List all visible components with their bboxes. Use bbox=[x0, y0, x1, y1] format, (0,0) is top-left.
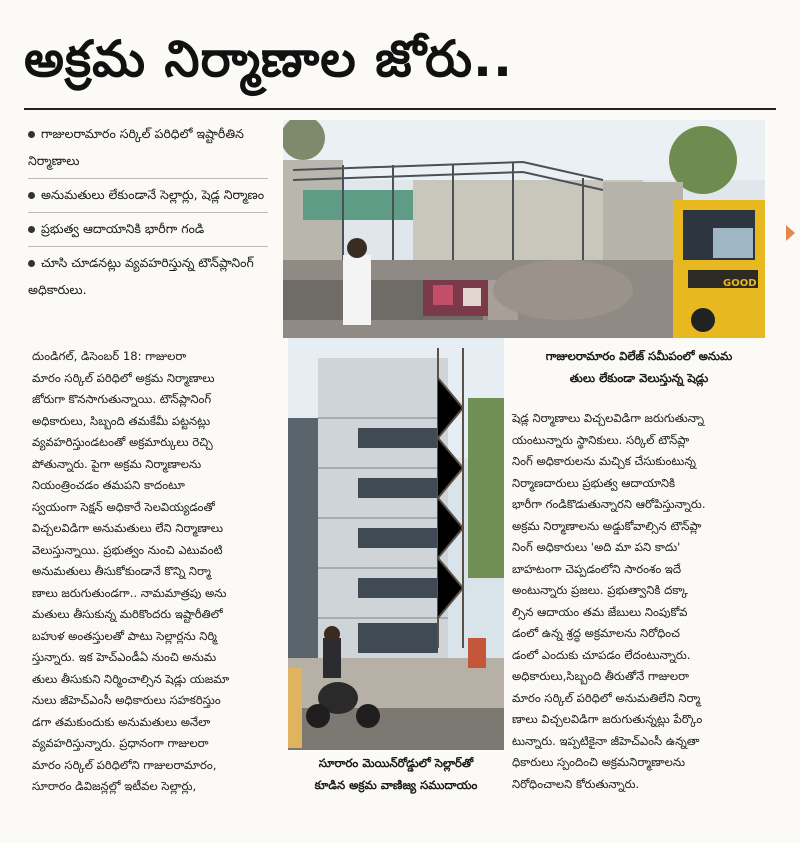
bullet-text: చూసి చూడనట్లు వ్యవహరిస్తున్న టౌన్‌ప్లానింగ్ అధికారులు. bbox=[28, 255, 254, 297]
headline: అక్రమ నిర్మాణాల జోరు.. bbox=[24, 30, 514, 88]
auto-plate-text: GOOD bbox=[723, 278, 757, 289]
article-left-column bbox=[32, 346, 272, 798]
bullet-dot-icon bbox=[28, 131, 35, 138]
bullet-text: గాజులరామారం సర్కిల్ పరిధిలో ఇష్టారీతిన నిర్మాణాలు bbox=[28, 126, 244, 168]
bullet-dot-icon bbox=[28, 192, 35, 199]
headline-rule bbox=[24, 108, 776, 110]
article-left-text: దుండిగల్, డిసెంబర్ 18: గాజులరా మారం సర్కిల్ పరిధిలో అక్రమ నిర్మాణాలు జోరుగా కొనసాగుతున్నాయి. టౌన్‌ప్లానింగ్ అధికారులు, సిబ్బంది తమకేమీ పట్టనట్లు వ్యవహరిస్తుండటంతో అక్రమార్కులు రెచ్చి పోతున్నారు. పైగా అక్రమ నిర్మాణాలను నియంత్రించడం తమపని కాదంటూ స్వయంగా సెక్షన్ అధికారే సెలవియ్యడంతో విచ్చలవిడిగా అనుమతులు లేని నిర్మాణాలు వెలుస్తున్నాయి. ప్రభుత్వం నుంచి ఎటువంటి అనుమతులు తీసుకోకుండానే కొన్ని నిర్మా ణాలు జరుగుతుండగా.. నామమాత్రపు అను మతులు తీసుకున్న మరికొందరు ఇష్టారీతిలో బహుళ అంతస్తులతో పాటు సెల్లార్లను నిర్మి స్తున్నారు. ఇక హెచ్ఎండీఏ నుంచి అనుమ తులు తీసుకుని నిర్మించాల్సిన షెడ్లు యజమా నులు జీహెచ్ఎంసీ అధికారులు సహకరిస్తుం డగా తమకుందుకు అనుమతులు అనేలా వ్యవహరిస్తున్నారు. ప్రధానంగా గాజులరా మారం సర్కిల్ పరిధిలోని గాజులరామారం, సూరారం డివిజన్లల్లో ఇటీవల సెల్లార్లు, bbox=[32, 349, 230, 793]
bullet-item bbox=[28, 118, 268, 179]
article-right-column bbox=[512, 408, 768, 795]
page-edge-arrow-icon bbox=[786, 225, 795, 241]
bullet-dot-icon bbox=[28, 260, 35, 267]
bullet-text: ప్రభుత్వ ఆదాయానికి భారీగా గండి bbox=[41, 221, 205, 236]
bullet-dot-icon bbox=[28, 226, 35, 233]
caption-top-photo: గాజులరామారం విలేజ్ సమీపంలో అనుమ తులు లేకుండా వెలుస్తున్న షెడ్లు bbox=[545, 349, 733, 385]
bullet-item bbox=[28, 179, 268, 213]
caption-bottom-photo: సూరారం మెయిన్‌రోడ్డులో సెల్లార్‌తో కూడిన అక్రమ వాణిజ్య సముదాయం bbox=[314, 756, 478, 792]
photo-shed-construction bbox=[283, 120, 765, 338]
bullet-item bbox=[28, 247, 268, 307]
highlight-bullets bbox=[28, 118, 268, 307]
article-right-text: షెడ్ల నిర్మాణాలు విచ్చలవిడిగా జరుగుతున్నా యంటున్నారు స్థానికులు. సర్కిల్ టౌన్‌ప్లా నింగ్ అధికారులను మచ్చిక చేసుకుంటున్న నిర్మాణదారులు ప్రభుత్వ ఆదాయానికి భారీగా గండికొడుతున్నారని ఆరోపిస్తున్నారు. అక్రమ నిర్మాణాలను అడ్డుకోవాల్సిన టౌన్‌ప్లా నింగ్ అధికారులు 'అది మా పని కాదు' బాహటంగా చెప్పడంలోని సారంశం ఇదే అంటున్నారు ప్రజలు. ప్రభుత్వానికి దక్కా ల్సిన ఆదాయం తమ జేబులు నింపుకోవ డంలో ఉన్న శ్రద్ధ అక్రమాలను నిరోధించ డంలో ఎందుకు చూపడం లేదంటున్నారు. అధికారులు,సిబ్బంది తీరుతోనే గాజులరా మారం సర్కిల్ పరిధిలో అనుమతిలేని నిర్మా ణాలు విచ్చలవిడిగా జరుగుతున్నట్లు పేర్కొం టున్నారు. ఇప్పటికైనా జీహెచ్ఎంసీ ఉన్నతా ధికారులు స్పందించి అక్రమనిర్మాణాలను నిరోధించాలని కోరుతున్నారు. bbox=[512, 411, 706, 791]
bullet-item bbox=[28, 213, 268, 247]
building-photo-illustration bbox=[288, 338, 504, 750]
shed-photo-illustration bbox=[283, 120, 765, 338]
bullet-text: అనుమతులు లేకుండానే సెల్లార్లు, షెడ్ల నిర్మాణం bbox=[41, 187, 265, 202]
photo-cellar-building bbox=[288, 338, 504, 750]
